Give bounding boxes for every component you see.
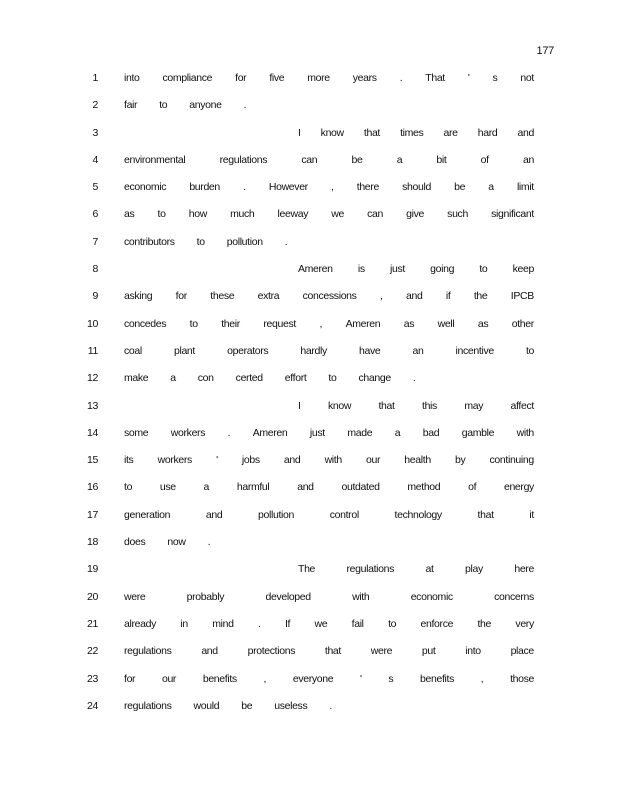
word: is	[357, 263, 365, 276]
word: health	[404, 454, 431, 467]
word: change	[358, 372, 391, 385]
word: energy	[503, 481, 534, 494]
word: to	[479, 263, 488, 276]
word: I	[298, 126, 301, 139]
word: much	[230, 208, 255, 221]
word: an	[522, 153, 534, 166]
word: would	[193, 699, 220, 712]
word: That	[425, 72, 445, 84]
word: can	[301, 153, 318, 166]
word: to	[525, 344, 534, 357]
word: leeway	[277, 208, 309, 221]
word: for	[235, 72, 247, 84]
word: an	[412, 344, 424, 357]
word: with	[516, 426, 534, 439]
transcript-line	[0, 236, 618, 263]
word: this	[422, 399, 437, 412]
word: ,	[319, 317, 323, 330]
transcript-line	[0, 536, 618, 563]
word: years	[352, 72, 377, 84]
word: keep	[512, 263, 534, 276]
word: by	[454, 454, 466, 467]
word: should	[402, 181, 431, 194]
word: control	[329, 508, 359, 521]
word: plant	[173, 344, 195, 357]
word: with	[352, 590, 370, 603]
word: useless	[274, 699, 308, 712]
word: regulations	[124, 699, 172, 712]
word: extra	[257, 290, 280, 303]
word: concedes	[124, 317, 167, 330]
word: place	[510, 645, 534, 658]
word: compliance	[162, 72, 213, 84]
word: fair	[124, 99, 138, 112]
line-text	[298, 563, 534, 575]
word: for	[124, 672, 136, 685]
transcript-line	[0, 263, 618, 290]
word: bit	[436, 153, 447, 166]
word: IPCB	[510, 290, 534, 303]
word: and	[201, 645, 218, 658]
line-text	[124, 318, 534, 330]
line-text	[124, 509, 534, 521]
word: of	[468, 481, 477, 494]
word: I	[298, 399, 301, 412]
word: know	[327, 399, 352, 412]
line-number: 21	[87, 617, 98, 630]
line-text	[298, 400, 534, 412]
word: mind	[212, 617, 234, 630]
line-number: 16	[87, 481, 98, 494]
word: make	[124, 372, 149, 385]
word: to	[157, 208, 166, 221]
word: just	[390, 263, 405, 276]
line-number: 19	[87, 563, 98, 576]
word: the	[473, 290, 488, 303]
word: con	[197, 372, 214, 385]
word: economic	[410, 590, 453, 603]
word: that	[477, 508, 494, 521]
line-text	[124, 618, 534, 630]
line-number: 5	[92, 181, 98, 194]
word: operators	[227, 344, 269, 357]
word: bad	[422, 426, 440, 439]
line-text	[124, 208, 534, 220]
line-number: 24	[87, 699, 98, 712]
word: and	[297, 481, 314, 494]
word: everyone	[292, 672, 334, 685]
word: know	[320, 126, 344, 139]
word: our	[161, 672, 177, 685]
word: fail	[351, 617, 364, 630]
word: five	[269, 72, 285, 84]
line-number: 6	[92, 208, 98, 221]
word: to	[189, 317, 198, 330]
line-number: 1	[92, 72, 98, 84]
word: be	[351, 153, 363, 166]
word: here	[514, 563, 534, 576]
line-number: 20	[87, 590, 98, 603]
word: s	[388, 672, 394, 685]
word: anyone	[189, 99, 222, 112]
line-number: 4	[92, 153, 98, 166]
word: of	[480, 153, 489, 166]
word: in	[180, 617, 188, 630]
word: ,	[480, 672, 484, 685]
word: hardly	[300, 344, 327, 357]
transcript-line	[0, 127, 618, 154]
word: a	[488, 181, 494, 194]
word: .	[243, 181, 246, 194]
word: If	[284, 617, 291, 630]
transcript-line	[0, 563, 618, 590]
word: developed	[265, 590, 311, 603]
word: generation	[124, 508, 171, 521]
word: coal	[124, 344, 142, 357]
word: benefits	[202, 672, 237, 685]
word: environmental	[124, 153, 186, 166]
transcript-line	[0, 208, 618, 235]
line-number: 2	[92, 99, 98, 112]
word: were	[370, 645, 393, 658]
word: that	[324, 645, 341, 658]
transcript-line	[0, 345, 618, 372]
word: to	[124, 481, 133, 494]
line-number: 8	[92, 263, 98, 276]
word: effort	[284, 372, 307, 385]
word: concessions	[302, 290, 357, 303]
word: gamble	[461, 426, 495, 439]
word: regulations	[346, 563, 395, 576]
word: its	[124, 454, 134, 467]
word: a	[396, 153, 403, 166]
word: at	[425, 563, 434, 576]
line-number: 9	[92, 290, 98, 303]
word: and	[205, 508, 223, 521]
transcript-line	[0, 154, 618, 181]
transcript-line	[0, 72, 618, 99]
word: are	[443, 126, 458, 139]
line-text	[124, 372, 534, 384]
word: can	[367, 208, 384, 221]
line-number: 10	[87, 317, 98, 330]
word: workers	[170, 426, 206, 439]
word: use	[159, 481, 176, 494]
word: other	[511, 317, 534, 330]
word: contributors	[124, 235, 175, 248]
word: harmful	[236, 481, 270, 494]
word: regulations	[219, 153, 268, 166]
transcript-line	[0, 99, 618, 126]
word: a	[170, 372, 176, 385]
line-text	[298, 263, 534, 275]
word: benefits	[420, 672, 455, 685]
word: '	[467, 72, 470, 84]
word: may	[464, 399, 484, 412]
word: made	[347, 426, 373, 439]
word: incentive	[455, 344, 494, 357]
word: asking	[124, 290, 153, 303]
word: probably	[186, 590, 225, 603]
transcript-line	[0, 400, 618, 427]
line-number: 17	[87, 508, 98, 521]
word: .	[258, 617, 261, 630]
word: that	[378, 399, 395, 412]
word: some	[124, 426, 149, 439]
word: regulations	[124, 645, 172, 658]
word: limit	[516, 181, 534, 194]
word: with	[324, 454, 342, 467]
word: into	[124, 72, 140, 84]
word: jobs	[241, 454, 260, 467]
word: pollution	[258, 508, 295, 521]
word: protections	[247, 645, 296, 658]
transcript-line	[0, 427, 618, 454]
line-text	[124, 700, 534, 712]
word: put	[421, 645, 436, 658]
transcript-line	[0, 700, 618, 727]
transcript-line	[0, 454, 618, 481]
line-text	[124, 236, 534, 248]
word: .	[243, 99, 247, 112]
word: technology	[394, 508, 442, 521]
word: have	[359, 344, 381, 357]
word: .	[284, 235, 288, 248]
line-text	[124, 181, 534, 193]
line-text	[124, 645, 534, 657]
line-number: 3	[92, 126, 98, 139]
word: method	[407, 481, 441, 494]
line-text	[124, 154, 534, 166]
word: it	[529, 508, 534, 521]
word: well	[437, 317, 455, 330]
word: now	[167, 536, 186, 549]
line-number: 12	[87, 372, 98, 385]
word: be	[454, 181, 466, 194]
word: request	[263, 317, 296, 330]
line-text	[298, 127, 534, 139]
line-number: 15	[87, 454, 98, 467]
word: and	[283, 454, 301, 467]
word: how	[188, 208, 207, 221]
word: The	[298, 563, 316, 576]
word: more	[307, 72, 330, 84]
word: we	[331, 208, 344, 221]
word: times	[400, 126, 424, 139]
word: However	[268, 181, 308, 194]
word: to	[328, 372, 337, 385]
word: be	[241, 699, 253, 712]
word: not	[520, 72, 534, 84]
word: '	[216, 454, 218, 467]
word: the	[477, 617, 492, 630]
line-number: 11	[87, 344, 98, 357]
word: as	[124, 208, 135, 221]
word: pollution	[226, 235, 263, 248]
word: such	[447, 208, 468, 221]
line-text	[124, 481, 534, 493]
line-number: 22	[87, 645, 98, 658]
transcript-line	[0, 372, 618, 399]
transcript-line	[0, 673, 618, 700]
page-number: 177	[536, 45, 554, 57]
word: those	[510, 672, 534, 685]
word: Ameren	[345, 317, 381, 330]
transcript-line	[0, 591, 618, 618]
word: '	[360, 672, 362, 685]
word: .	[399, 72, 403, 84]
line-text	[124, 454, 534, 466]
transcript-line	[0, 181, 618, 208]
word: hard	[477, 126, 498, 139]
word: Ameren	[252, 426, 288, 439]
line-text	[124, 72, 534, 84]
line-number: 23	[87, 672, 98, 685]
word: and	[517, 126, 534, 139]
word: play	[465, 563, 483, 576]
word: we	[314, 617, 328, 630]
word: their	[221, 317, 240, 330]
transcript-line	[0, 318, 618, 345]
word: were	[124, 590, 146, 603]
line-text	[124, 99, 534, 111]
word: into	[465, 645, 481, 658]
word: these	[210, 290, 235, 303]
word: .	[207, 536, 211, 549]
line-text	[124, 427, 534, 439]
transcript-line	[0, 509, 618, 536]
word: .	[227, 426, 231, 439]
word: does	[124, 536, 146, 549]
word: ,	[331, 181, 334, 194]
word: ,	[263, 672, 267, 685]
word: s	[492, 72, 498, 84]
transcript-line	[0, 618, 618, 645]
line-text	[124, 536, 534, 548]
word: outdated	[341, 481, 380, 494]
line-text	[124, 673, 534, 685]
transcript-line	[0, 645, 618, 672]
line-text	[124, 345, 534, 357]
word: burden	[189, 181, 220, 194]
word: and	[405, 290, 423, 303]
word: .	[329, 699, 332, 712]
line-number: 14	[87, 426, 98, 439]
word: concerns	[494, 590, 534, 603]
word: give	[406, 208, 425, 221]
line-number: 7	[92, 235, 98, 248]
word: just	[309, 426, 325, 439]
word: affect	[510, 399, 534, 412]
word: workers	[157, 454, 192, 467]
word: enforce	[420, 617, 454, 630]
word: that	[363, 126, 381, 139]
word: certed	[235, 372, 263, 385]
word: to	[196, 235, 205, 248]
word: economic	[124, 181, 167, 194]
word: Ameren	[298, 263, 333, 276]
transcript-line	[0, 481, 618, 508]
word: as	[403, 317, 415, 330]
word: ,	[379, 290, 383, 303]
line-text	[124, 290, 534, 302]
word: to	[159, 99, 168, 112]
line-number: 18	[87, 536, 98, 549]
transcript-lines	[0, 72, 618, 727]
word: continuing	[489, 454, 534, 467]
line-text	[124, 591, 534, 603]
word: for	[175, 290, 187, 303]
word: already	[124, 617, 156, 630]
transcript-line	[0, 290, 618, 317]
word: our	[366, 454, 381, 467]
word: .	[412, 372, 416, 385]
word: as	[477, 317, 489, 330]
word: going	[430, 263, 455, 276]
word: if	[445, 290, 451, 303]
line-number: 13	[87, 399, 98, 412]
word: a	[394, 426, 401, 439]
word: significant	[491, 208, 534, 221]
word: there	[356, 181, 379, 194]
word: a	[203, 481, 210, 494]
word: very	[515, 617, 534, 630]
word: to	[388, 617, 397, 630]
